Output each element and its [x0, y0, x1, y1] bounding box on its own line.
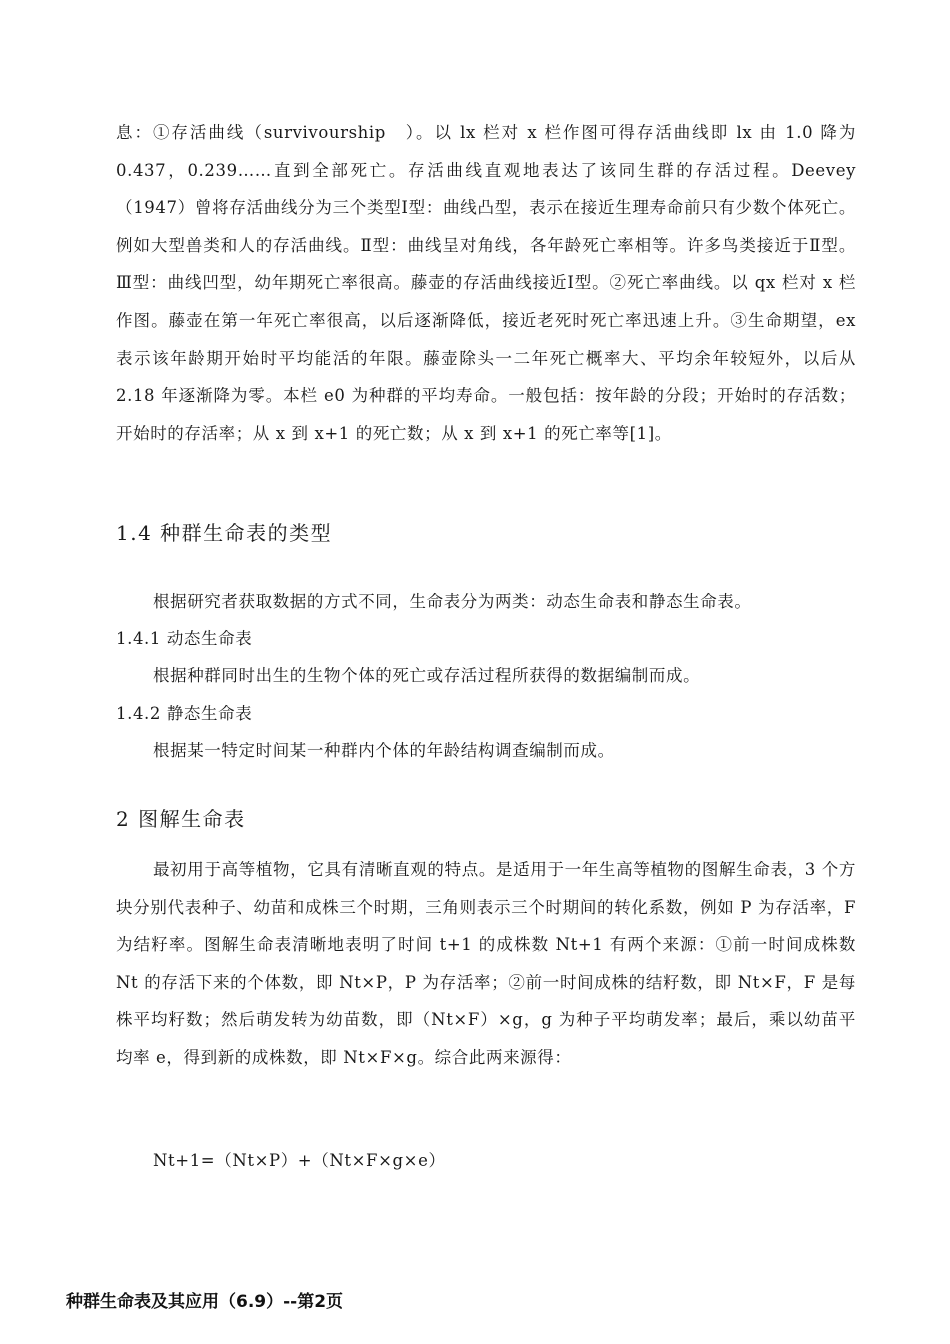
paragraph-graphic-life-table: 最初用于高等植物，它具有清晰直观的特点。是适用于一年生高等植物的图解生命表，3 个方块分别代表种子、幼苗和成株三个时期，三角则表示三个时期间的转化系数，例如 P 为存活率，F 为结籽率。图解生命表清晰地表明了时间 t+1 的成株数 Nt+1 有两个来源：①前一时间成株数 Nt 的存活下来的个体数，即 Nt×P，P 为存活率；②前一时间成株的结籽数，即 Nt×F，F 是每株平均籽数；然后萌发转为幼苗数，即（Nt×F）×g，g 为种子平均萌发率；最后，乘以幼苗平均率 e，得到新的成株数，即 Nt×F×g。综合此两来源得：	[116, 860, 856, 1067]
paragraph-survivorship: 息：①存活曲线（survivourship ）。以 lx 栏对 x 栏作图可得存活曲线即 lx 由 1.0 降为 0.437，0.239……直到全部死亡。存活曲线直观地表达了该同生群的存活过程。Deevey（1947）曾将存活曲线分为三个类型Ⅰ型：曲线凸型，表示在接近生理寿命前只有少数个体死亡。例如大型兽类和人的存活曲线。Ⅱ型：曲线呈对角线，各年龄死亡率相等。许多鸟类接近于Ⅱ型。Ⅲ型：曲线凹型，幼年期死亡率很高。藤壶的存活曲线接近Ⅰ型。②死亡率曲线。以 qx 栏对 x 栏作图。藤壶在第一年死亡率很高，以后逐渐降低，接近老死时死亡率迅速上升。③生命期望，ex 表示该年龄期开始时平均能活的年限。藤壶除头一二年死亡概率大、平均余年较短外，以后从 2.18 年逐渐降为零。本栏 e0 为种群的平均寿命。一般包括：按年龄的分段；开始时的存活数；开始时的存活率；从 x 到 x+1 的死亡数；从 x 到 x+1 的死亡率等[1]。	[116, 123, 856, 443]
formula: Nt+1=（Nt×P）+（Nt×F×g×e）	[153, 1151, 446, 1170]
paragraph-1-4-1: 根据种群同时出生的生物个体的死亡或存活过程所获得的数据编制而成。	[153, 666, 701, 685]
section-heading-1-4: 1.4 种群生命表的类型	[116, 521, 333, 545]
section-heading-2: 2 图解生命表	[116, 807, 246, 831]
paragraph-1-4: 根据研究者获取数据的方式不同，生命表分为两类：动态生命表和静态生命表。	[153, 592, 752, 611]
page-footer: 种群生命表及其应用（6.9）--第2页	[66, 1292, 344, 1312]
paragraph-1-4-2: 根据某一特定时间某一种群内个体的年龄结构调查编制而成。	[153, 741, 615, 760]
subsection-heading-1-4-1: 1.4.1 动态生命表	[116, 629, 253, 648]
subsection-heading-1-4-2: 1.4.2 静态生命表	[116, 704, 253, 723]
